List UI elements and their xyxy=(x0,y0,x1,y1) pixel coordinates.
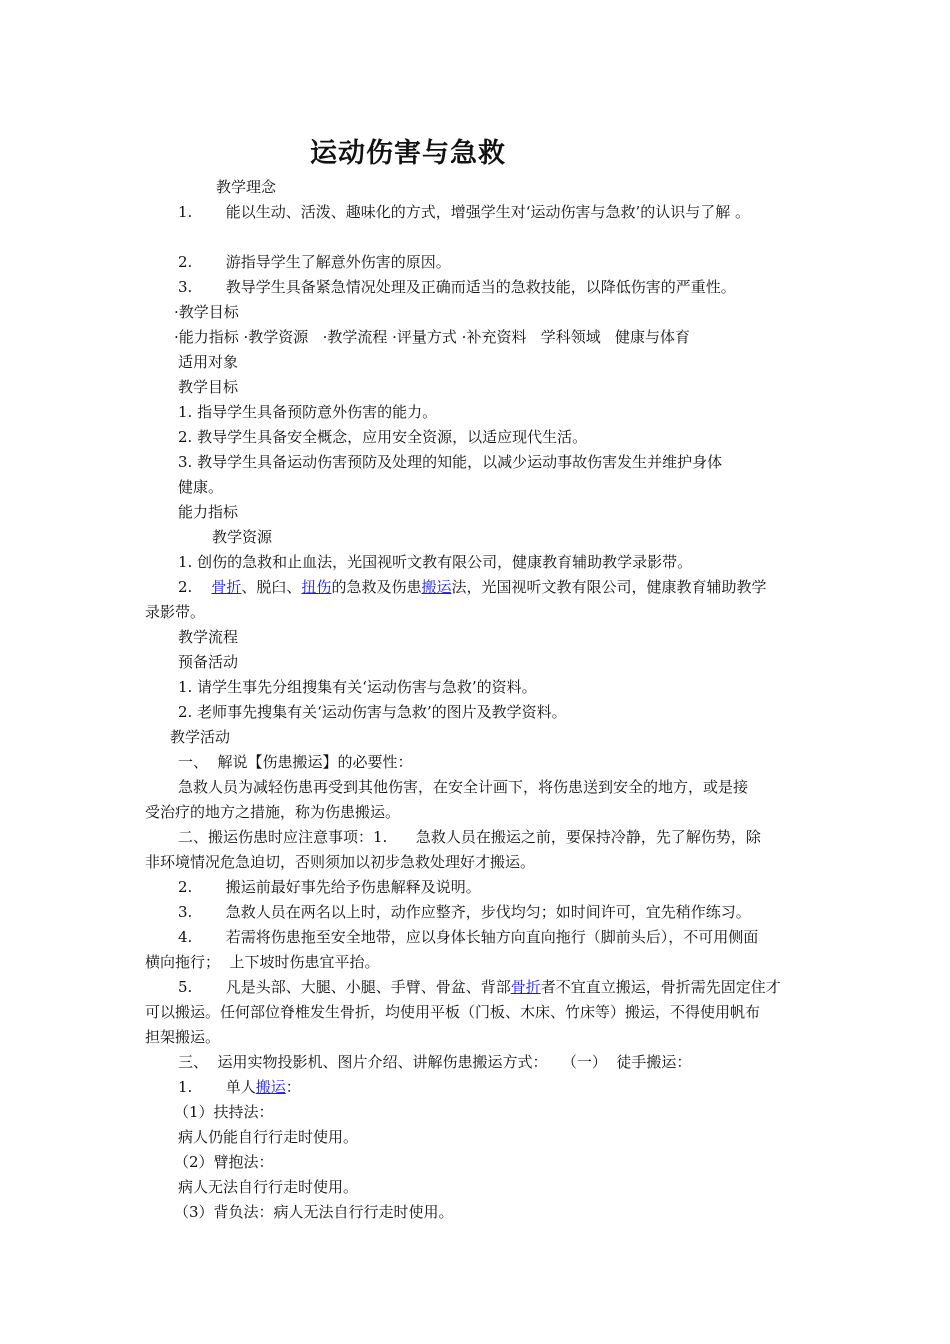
method-single-person xyxy=(178,1077,301,1097)
method-back-carry: （3）背负法：病人无法自行行走时使用。 xyxy=(174,1203,454,1221)
activity-section-2: 二、搬运伤患时应注意事项：1. 急救人员在搬运之前，要保持冷静，先了解伤势，除 xyxy=(178,828,761,846)
method-support-desc: 病人仍能自行行走时使用。 xyxy=(178,1128,359,1146)
precaution-item-2: 2. 搬运前最好事先给予伤患解释及说明。 xyxy=(178,878,481,896)
method-arm-carry: （2）臂抱法： xyxy=(174,1153,274,1171)
method-support: （1）扶持法： xyxy=(174,1103,274,1121)
resource-item-2 xyxy=(178,577,766,597)
link-sprain[interactable]: 扭伤 xyxy=(301,578,332,596)
activity-section-1: 一、 解说【伤患搬运】的必要性： xyxy=(178,753,413,771)
heading-teaching-resources: 教学资源 xyxy=(212,528,273,546)
prep-item-2: 2. 老师事先搜集有关‘运动伤害与急救’的图片及教学资料。 xyxy=(178,703,567,721)
resource-item-2-text-c: 法，光国视听文教有限公司，健康教育辅助教学 xyxy=(451,578,767,596)
heading-teaching-concept: 教学理念 xyxy=(216,178,277,196)
resource-item-1: 1. 创伤的急救和止血法，光国视听文教有限公司，健康教育辅助教学录影带。 xyxy=(178,553,693,571)
method-single-person-colon: ： xyxy=(285,1078,301,1096)
concept-item-1: 1. 能以生动、活泼、趣味化的方式，增强学生对‘运动伤害与急救’的认识与了解 。 xyxy=(178,203,750,221)
precaution-item-5-end: 担架搬运。 xyxy=(145,1028,221,1046)
goal-item-3: 3. 教导学生具备运动伤害预防及处理的知能，以减少运动事故伤害发生并维护身体 xyxy=(178,453,723,471)
link-transport[interactable]: 搬运 xyxy=(421,578,452,596)
heading-teaching-goals: 教学目标 xyxy=(178,378,239,396)
precaution-item-4-continued: 横向拖行； 上下坡时伤患宜平抬。 xyxy=(145,953,380,971)
concept-item-2: 2. 游指导学生了解意外伤害的原因。 xyxy=(178,253,451,271)
nav-heading-goals: ·教学目标 xyxy=(174,303,239,321)
heading-preparation: 预备活动 xyxy=(178,653,239,671)
precaution-item-5-text-a: 5. 凡是头部、大腿、小腿、手臂、骨盆、背部 xyxy=(178,978,511,996)
precaution-item-4: 4. 若需将伤患拖至安全地带，应以身体长轴方向直向拖行（脚前头后），不可用侧面 xyxy=(178,928,759,946)
heading-teaching-activity: 教学活动 xyxy=(170,728,231,746)
goal-item-2: 2. 教导学生具备安全概念，应用安全资源，以适应现代生活。 xyxy=(178,428,588,446)
precaution-item-5 xyxy=(178,977,781,997)
precaution-item-5-text-b: 者不宜直立搬运，骨折需先固定住才 xyxy=(540,978,781,996)
goal-item-1: 1. 指导学生具备预防意外伤害的能力。 xyxy=(178,403,438,421)
method-arm-carry-desc: 病人无法自行行走时使用。 xyxy=(178,1178,359,1196)
precaution-item-5-continued: 可以搬运。任何部位脊椎发生骨折，均使用平板（门板、木床、竹床等）搬运，不得使用帆布 xyxy=(145,1003,761,1021)
activity-section-3: 三、 运用实物投影机、图片介绍、讲解伤患搬运方式： （一） 徒手搬运： xyxy=(178,1053,692,1071)
link-transport-2[interactable]: 搬运 xyxy=(255,1078,286,1096)
prep-item-1: 1. 请学生事先分组搜集有关‘运动伤害与急救’的资料。 xyxy=(178,678,537,696)
resource-item-2-text-b: 的急救及伤患 xyxy=(331,578,422,596)
link-fracture[interactable]: 骨折 xyxy=(211,578,242,596)
resource-item-2-continued: 录影带。 xyxy=(145,603,206,621)
resource-item-2-number: 2. xyxy=(178,578,212,596)
nav-links-row: ·能力指标 ·教学资源 ·教学流程 ·评量方式 ·补充资料 学科领域 健康与体育 xyxy=(174,328,691,346)
paragraph-transport-definition: 急救人员为减轻伤患再受到其他伤害，在安全计画下，将伤患送到安全的地方，或是接 xyxy=(178,778,749,796)
method-single-person-text: 1. 单人 xyxy=(178,1078,256,1096)
heading-ability-indicators: 能力指标 xyxy=(178,503,239,521)
activity-section-2-continued: 非环境情况危急迫切，否则须加以初步急救处理好才搬运。 xyxy=(145,853,536,871)
target-audience-label: 适用对象 xyxy=(178,353,239,371)
paragraph-transport-definition-continued: 受治疗的地方之措施，称为伤患搬运。 xyxy=(145,803,401,821)
concept-item-3: 3. 教导学生具备紧急情况处理及正确而适当的急救技能，以降低伤害的严重性。 xyxy=(178,278,736,296)
resource-item-2-text-a: 、脱臼、 xyxy=(241,578,302,596)
document-title: 运动伤害与急救 xyxy=(310,138,506,169)
link-fracture-2[interactable]: 骨折 xyxy=(510,978,541,996)
heading-teaching-flow: 教学流程 xyxy=(178,628,239,646)
precaution-item-3: 3. 急救人员在两名以上时，动作应整齐，步伐均匀；如时间许可，宜先稍作练习。 xyxy=(178,903,751,921)
goal-item-3-continued: 健康。 xyxy=(178,478,224,496)
